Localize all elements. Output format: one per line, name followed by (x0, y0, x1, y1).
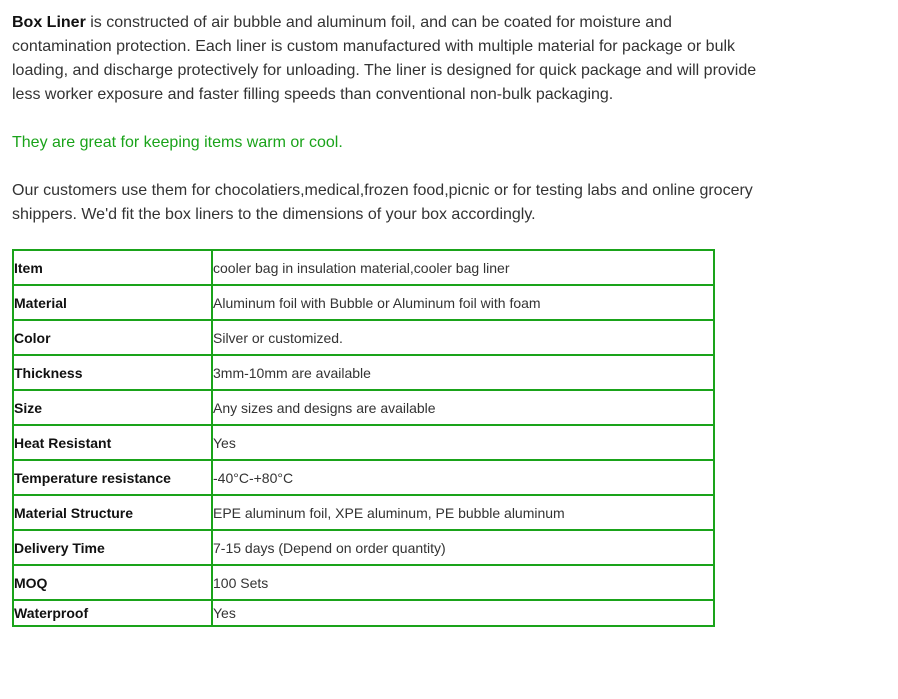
spec-value: Silver or customized. (212, 320, 714, 355)
spec-value: 7-15 days (Depend on order quantity) (212, 530, 714, 565)
spec-value: -40°C-+80°C (212, 460, 714, 495)
spec-row-size (13, 390, 714, 425)
spec-label: Item (13, 250, 212, 285)
spec-row-item (13, 250, 714, 285)
spec-row-moq (13, 565, 714, 600)
spec-table (12, 249, 715, 627)
spec-value: cooler bag in insulation material,cooler bag liner (212, 250, 714, 285)
spec-label: MOQ (13, 565, 212, 600)
spec-value: 100 Sets (212, 565, 714, 600)
spec-label: Size (13, 390, 212, 425)
customers-paragraph: Our customers use them for chocolatiers,medical,frozen food,picnic or for testing labs and online grocery shippers. We'd fit the box liners to the dimensions of your box accordingly. (12, 182, 753, 223)
spec-value: Aluminum foil with Bubble or Aluminum foil with foam (212, 285, 714, 320)
product-description (12, 11, 782, 227)
spec-row-waterproof (13, 600, 714, 626)
spec-label: Waterproof (13, 600, 212, 626)
spec-row-delivery-time (13, 530, 714, 565)
spec-row-color (13, 320, 714, 355)
spec-value: Any sizes and designs are available (212, 390, 714, 425)
spec-row-thickness (13, 355, 714, 390)
spec-label: Material (13, 285, 212, 320)
spec-value: EPE aluminum foil, XPE aluminum, PE bubble aluminum (212, 495, 714, 530)
spec-label: Heat Resistant (13, 425, 212, 460)
spec-label: Material Structure (13, 495, 212, 530)
spec-value: Yes (212, 600, 714, 626)
highlight-text: They are great for keeping items warm or cool. (12, 134, 343, 151)
spec-row-material (13, 285, 714, 320)
spec-row-heat-resistant (13, 425, 714, 460)
intro-bold-lead: Box Liner (12, 14, 86, 31)
spec-row-material-structure (13, 495, 714, 530)
spec-row-temperature-resistance (13, 460, 714, 495)
spec-label: Delivery Time (13, 530, 212, 565)
spec-value: 3mm-10mm are available (212, 355, 714, 390)
spec-label: Temperature resistance (13, 460, 212, 495)
spec-label: Color (13, 320, 212, 355)
intro-paragraph (12, 11, 772, 107)
intro-text: is constructed of air bubble and aluminum foil, and can be coated for moisture and contamination protection. Each liner is custom manufactured with multiple material for package or bulk loading, and discharge protectively for unloading. The liner is designed for quick package and will provide less worker exposure and faster filling speeds than conventional non-bulk packaging. (12, 14, 757, 103)
spec-value: Yes (212, 425, 714, 460)
spec-label: Thickness (13, 355, 212, 390)
